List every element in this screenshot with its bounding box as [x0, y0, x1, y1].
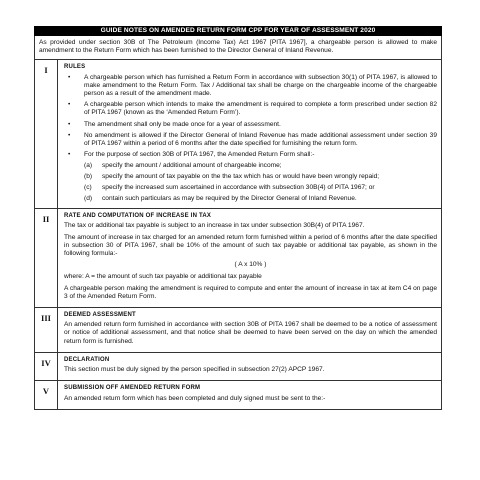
- paragraph: An amended return form which has been completed and duly signed must be sent to the:-: [64, 394, 326, 402]
- section-number: IV: [35, 353, 58, 380]
- section-heading: SUBMISSION OFF AMENDED RETURN FORM: [64, 385, 201, 392]
- list-item: [84, 195, 437, 203]
- list-item: [64, 101, 437, 117]
- section-rules: [34, 60, 442, 209]
- list-item: [64, 121, 437, 129]
- section-body: [58, 60, 441, 208]
- section-deemed-assessment: [34, 308, 442, 353]
- section-number: V: [35, 381, 58, 408]
- item-text: specify the increased sum ascertained in accordance with subsection 30B(4) of PITA 1967; or: [102, 183, 375, 191]
- list-item: [64, 132, 437, 148]
- increase-formula: ( A x 10% ): [234, 261, 267, 269]
- list-item: [64, 74, 437, 99]
- section-heading: RULES: [64, 64, 86, 71]
- paragraph: An amended return form furnished in accordance with section 30B of PITA 1967 shall be deemed to be a notice of assessment or notice of additional assessment, and that notice shall be deemed to have been served on the day on which the amended return form is furnished.: [64, 321, 437, 345]
- bullet-icon: •: [68, 101, 71, 109]
- section-heading: RATE AND COMPUTATION OF INCREASE IN TAX: [64, 213, 212, 220]
- section-body: [58, 308, 441, 352]
- list-item-text: No amendment is allowed if the Director General of Inland Revenue has made additional assessment under section 39 of PITA 1967 within a period of 6 months after the date specified for furnishing the return form.: [84, 131, 437, 148]
- formula-definition: where: A = the amount of such tax payable or additional tax payable: [64, 273, 262, 281]
- guide-notes-document: [34, 26, 442, 410]
- section-body: [58, 381, 441, 408]
- rules-list: [64, 74, 437, 160]
- item-label: (b): [84, 173, 93, 181]
- list-item: [84, 184, 437, 192]
- list-item-text: A chargeable person which intends to make the amendment is required to complete a form prescribed under section 82 of PITA 1967 (known as the ‘Amended Return Form’).: [84, 101, 437, 117]
- bullet-icon: •: [68, 131, 71, 139]
- list-item-text: The amendment shall only be made once for a year of assessment.: [84, 120, 281, 128]
- list-item: [64, 151, 437, 159]
- list-item: [84, 162, 437, 170]
- bullet-icon: •: [68, 120, 71, 128]
- item-text: specify the amount of tax payable on the the tax which has or would have been wrongly repaid;: [102, 173, 380, 181]
- item-text: contain such particulars as may be required by the Director General of Inland Revenue.: [102, 194, 357, 202]
- section-heading: DEEMED ASSESSMENT: [64, 312, 136, 319]
- list-item: [84, 173, 437, 181]
- document-title: GUIDE NOTES ON AMENDED RETURN FORM CPP FOR YEAR OF ASSESSMENT 2020: [34, 26, 442, 36]
- item-text: specify the amount / additional amount of chargeable income;: [102, 162, 282, 170]
- section-heading: DECLARATION: [64, 356, 110, 363]
- section-declaration: [34, 353, 442, 381]
- paragraph: A chargeable person making the amendment is required to compute and enter the amount of increase in tax at item C4 on page 3 of the Amended Return Form.: [64, 284, 437, 300]
- paragraph: The tax or additional tax payable is subject to an increase in tax under subsection 30B(4) of PITA 1967.: [64, 222, 365, 230]
- section-rate-computation: [34, 209, 442, 308]
- section-number: II: [35, 209, 58, 307]
- item-label: (a): [84, 162, 93, 170]
- section-body: [58, 209, 441, 307]
- item-label: (c): [84, 183, 92, 191]
- section-number: III: [35, 308, 58, 352]
- item-label: (d): [84, 194, 93, 202]
- list-item-text: For the purpose of section 30B of PITA 1967, the Amended Return Form shall:-: [84, 151, 315, 159]
- paragraph: The amount of increase in tax charged for an amended return form furnished within a period of 6 months after the date specified in subsection 30 of PITA 1967, shall be 10% of the amount of such tax payable or additional tax payable, as shown in the following formula:-: [64, 233, 437, 258]
- section-number: I: [35, 60, 58, 208]
- section-submission: [34, 381, 442, 409]
- intro-paragraph: As provided under section 30B of The Petroleum (Income Tax) Act 1967 [PITA 1967], a chargeable person is allowed to make amendment to the Return Form which has been furnished to the Director General of Inland Revenue.: [34, 36, 442, 60]
- bullet-icon: •: [68, 73, 71, 81]
- amended-form-requirements: [84, 162, 437, 202]
- paragraph: This section must be duly signed by the person specified in subsection 27(2) APCP 1967.: [64, 366, 325, 374]
- bullet-icon: •: [68, 151, 71, 159]
- section-body: [58, 353, 441, 380]
- list-item-text: A chargeable person which has furnished a Return Form in accordance with subsection 30(1) of PITA 1967, is allowed to make amendment to the Return Form. Tax / Additional tax shall be charge on the chargeable income of the chargeable person as a result of the amendment made.: [84, 73, 437, 98]
